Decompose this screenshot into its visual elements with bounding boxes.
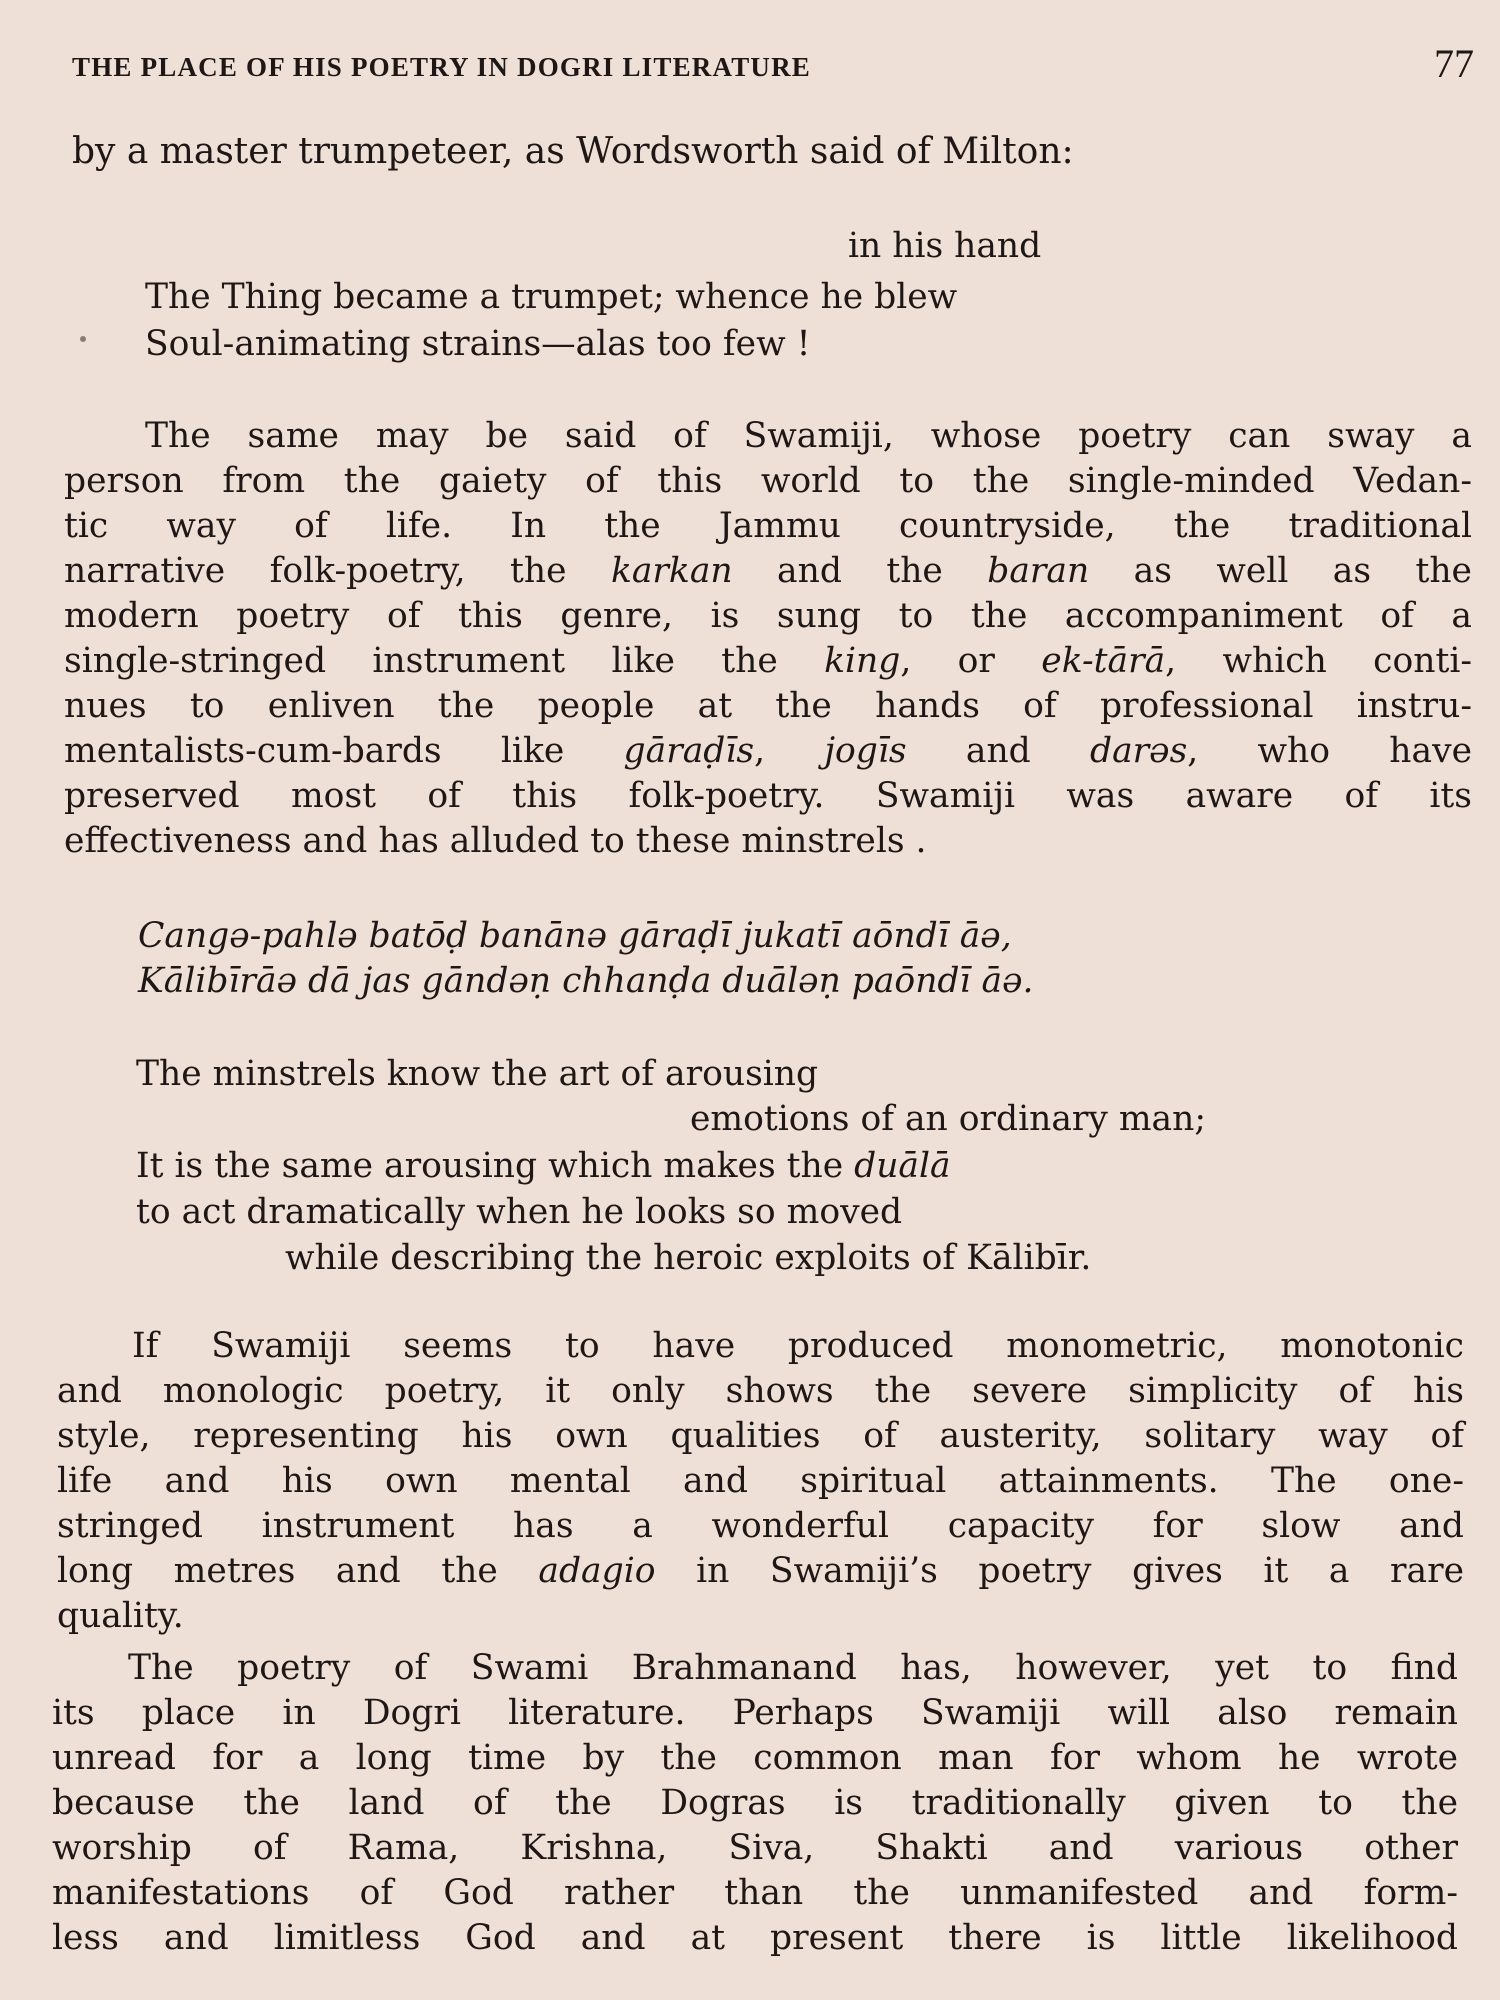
para3-line-5: worship of Rama, Krishna, Siva, Shakti and various other [52, 1828, 1458, 1868]
quote-line-2: The Thing became a trumpet; whence he blew [145, 277, 958, 317]
para1-line-1: The same may be said of Swamiji, whose poetry can sway a [145, 416, 1472, 456]
para2-line-1: If Swamiji seems to have produced monometric, monotonic [132, 1326, 1464, 1366]
para1-line-2: person from the gaiety of this world to the single-minded Vedan- [64, 461, 1472, 501]
para2-line-3: style, representing his own qualities of austerity, solitary way of [57, 1416, 1464, 1456]
para1-line-9: preserved most of this folk-poetry. Swamiji was aware of its [64, 776, 1472, 816]
para3-line-2: its place in Dogri literature. Perhaps Swamiji will also remain [52, 1693, 1458, 1733]
para2-line-2: and monologic poetry, it only shows the severe simplicity of his [57, 1371, 1464, 1411]
para1-line-7: nues to enliven the people at the hands of professional instru- [64, 686, 1472, 726]
running-title: THE PLACE OF HIS POETRY IN DOGRI LITERATURE [72, 52, 812, 82]
translation-line-1: The minstrels know the art of arousing [136, 1054, 819, 1094]
term-king: king [824, 641, 901, 681]
translation-line-2: emotions of an ordinary man; [690, 1099, 1206, 1139]
para2-line-5: stringed instrument has a wonderful capacity for slow and [57, 1506, 1464, 1546]
term-dares: darəs [1090, 731, 1188, 771]
para1-line-4: narrative folk-poetry, the karkan and the baran as well as the [64, 551, 1472, 591]
term-garadis: gāraḍīs [623, 731, 755, 771]
quote-line-1: in his hand [848, 226, 1042, 266]
margin-mark [80, 336, 86, 342]
para3-line-1: The poetry of Swami Brahmanand has, however, yet to find [128, 1648, 1458, 1688]
para1-line-6: single-stringed instrument like the king, or ek-tārā, which conti- [64, 641, 1473, 681]
para2-line-7: quality. [57, 1596, 184, 1636]
para1-line-8: mentalists-cum-bards like gāraḍīs, jogīs and darəs, who have [64, 731, 1472, 771]
para3-line-7: less and limitless God and at present there is little likelihood [52, 1918, 1458, 1958]
term-karkan: karkan [610, 551, 733, 591]
intro-line: by a master trumpeteer, as Wordsworth said of Milton: [72, 131, 1074, 172]
para2-line-4: life and his own mental and spiritual attainments. The one- [57, 1461, 1464, 1501]
para1-line-3: tic way of life. In the Jammu countryside, the traditional [64, 506, 1472, 546]
para3-line-4: because the land of the Dogras is traditionally given to the [52, 1783, 1458, 1823]
term-baran: baran [987, 551, 1090, 591]
translation-line-4: to act dramatically when he looks so moved [136, 1192, 903, 1232]
term-duala: duālā [854, 1146, 951, 1186]
dogri-verse-line-1: Cangə-pahlə batōḍ banānə gāraḍī jukatī aōndī āə, [138, 916, 1012, 956]
page-number: 77 [1434, 41, 1474, 86]
dogri-verse-line-2: Kālibīrāə dā jas gāndəṇ chhanḍa duāləṇ paōndī āə. [138, 961, 1034, 1001]
translation-line-5: while describing the heroic exploits of Kālibīr. [285, 1238, 1092, 1278]
para3-line-3: unread for a long time by the common man for whom he wrote [52, 1738, 1458, 1778]
para3-line-6: manifestations of God rather than the unmanifested and form- [52, 1873, 1458, 1913]
term-ek-tara: ek-tārā [1041, 641, 1166, 681]
para2-line-6: long metres and the adagio in Swamiji’s poetry gives it a rare [57, 1551, 1464, 1591]
para1-line-5: modern poetry of this genre, is sung to the accompaniment of a [64, 596, 1472, 636]
translation-line-3: It is the same arousing which makes the duālā [136, 1146, 951, 1186]
para1-line-10: effectiveness and has alluded to these minstrels . [64, 821, 927, 861]
term-adagio: adagio [538, 1551, 656, 1591]
term-jogis: jogīs [824, 731, 907, 771]
quote-line-3: Soul-animating strains—alas too few ! [145, 324, 811, 364]
